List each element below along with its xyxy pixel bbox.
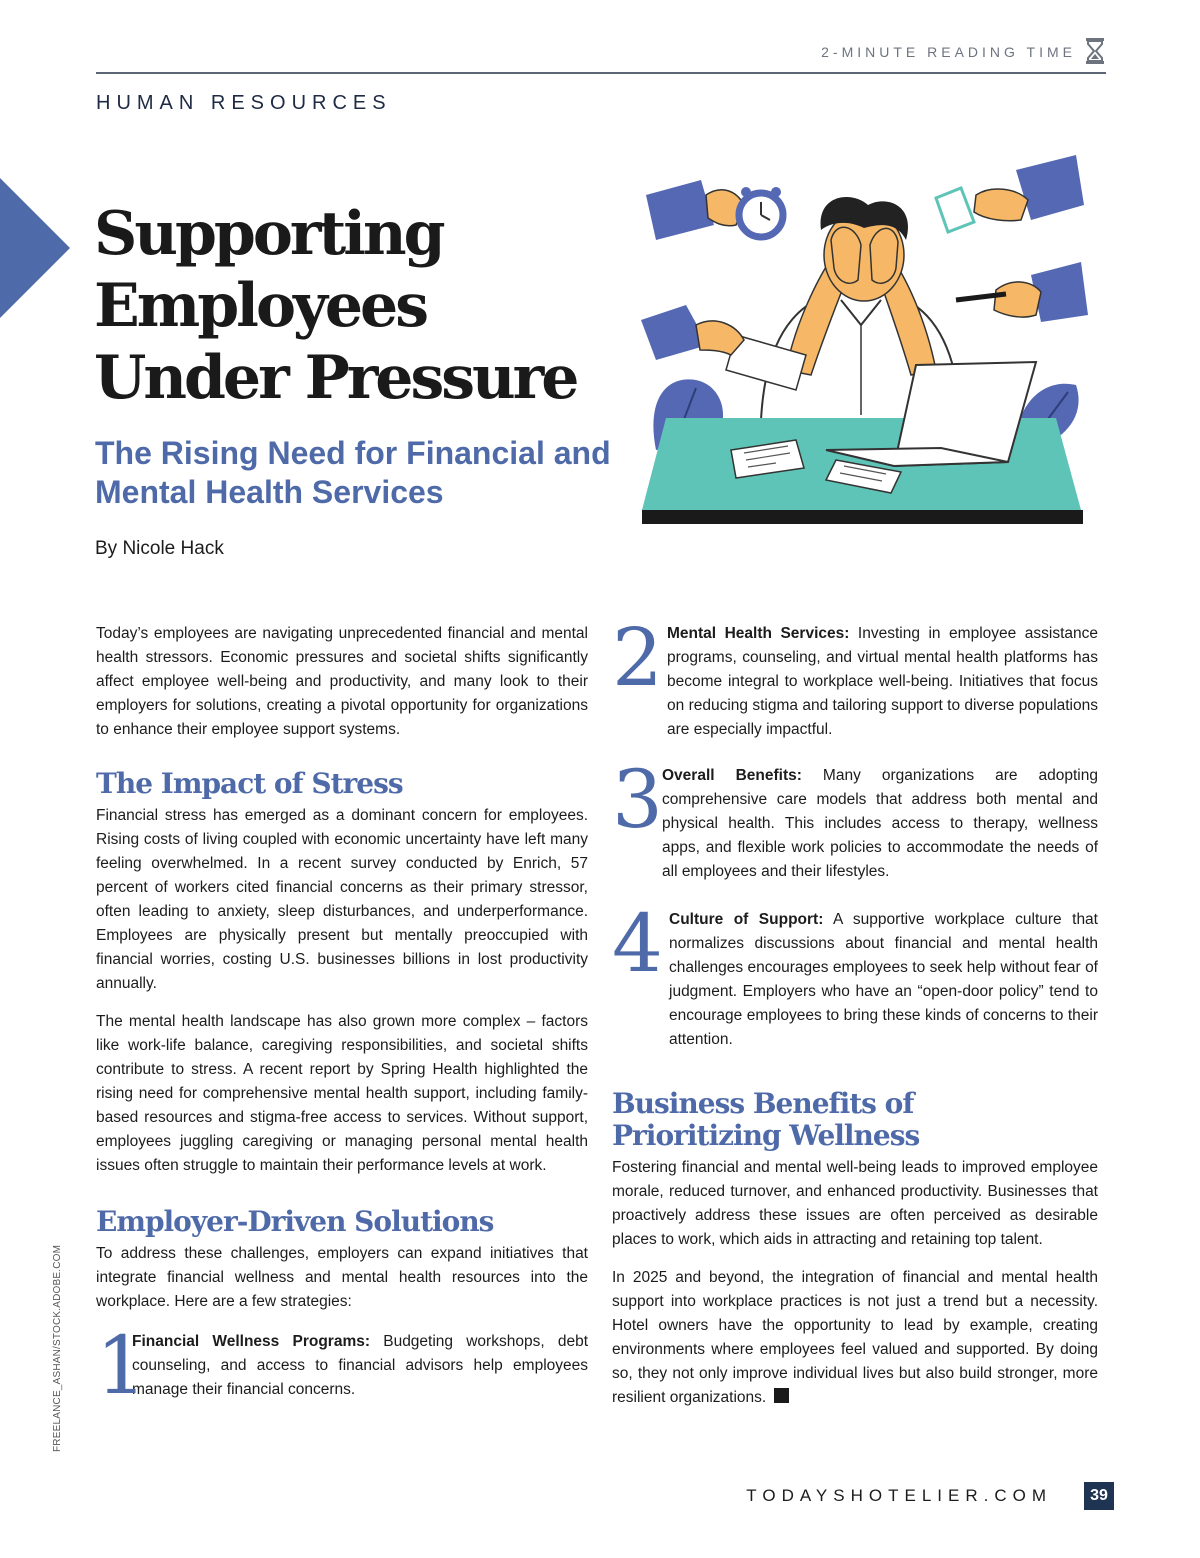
end-square-icon (774, 1388, 789, 1403)
strategy-title-4: Culture of Support: (669, 911, 824, 928)
strategy-title-1: Financial Wellness Programs: (132, 1333, 371, 1350)
stressed-employee-illustration (636, 150, 1088, 530)
business-paragraph-1: Fostering financial and mental well-being leads to improved employee morale, reduced turnover, and enhanced productivity. Businesses that proactively address these issues are often perceived as desirable places to work, which aids in attracting and retaining top talent. (612, 1159, 1098, 1248)
strategy-number-2: 2 (612, 611, 663, 704)
strategy-item-4 (612, 897, 1098, 1052)
header-rule (96, 72, 1106, 74)
byline: By Nicole Hack (95, 538, 224, 559)
strategy-item-1 (96, 1319, 589, 1412)
solutions-heading: Employer-Driven Solutions (96, 1205, 494, 1238)
article-subtitle: The Rising Need for Financial and Mental Health Services (95, 435, 611, 510)
intro-paragraph: Today’s employees are navigating unprecedented financial and mental health stressors. Economic pressures and societal shifts significantly affect employee well-being and productivity, and many look to their employers for solutions, creating a pivotal opportunity for organizations to enhance their employee support systems. (96, 625, 588, 738)
strategy-number-4: 4 (612, 897, 663, 990)
strategy-number-1: 1 (96, 1319, 147, 1412)
left-column (96, 622, 589, 1412)
business-paragraph-2: In 2025 and beyond, the integration of financial and mental health support into workplace practices is not just a trend but a necessity. Hotel owners have the opportunity to lead by example, creating environments where employees feel valued and supported. By doing so, they not only improve individual lives but also build stronger, more resilient organizations. (612, 1269, 1098, 1406)
strategy-number-3: 3 (612, 753, 663, 846)
strategy-title-3: Overall Benefits: (662, 767, 802, 784)
solutions-intro: To address these challenges, employers can expand initiatives that integrate financial wellness and mental health resources into the workplace. Here are a few strategies: (96, 1245, 588, 1310)
strategy-text-4: A supportive workplace culture that normalizes discussions about financial and mental health challenges encourages employees to seek help without fear of judgment. Employers who have an “open-door policy” tend to encourage employees to bring these kinds of concerns to their attention. (669, 911, 1098, 1048)
article-title: Supporting Employees Under Pressure (94, 199, 577, 413)
right-column (612, 611, 1098, 1424)
strategy-text-3: Many organizations are adopting comprehensive care models that address both mental and physical health. This includes access to therapy, wellness apps, and flexible work policies to accommodate the needs of all employees and their lifestyles. (662, 767, 1098, 880)
impact-heading: The Impact of Stress (96, 767, 403, 800)
image-credit: FREELANCE_ASHAN/STOCK.ADOBE.COM (52, 1244, 63, 1452)
impact-paragraph-1: Financial stress has emerged as a dominant concern for employees. Rising costs of living coupled with economic uncertainty have left many feeling overwhelmed. In a recent survey conducted by Enrich, 57 percent of workers cited financial concerns as their primary stressor, often leading to anxiety, sleep disturbances, and underperformance. Employees are physically present but mentally preoccupied with financial worries, costing U.S. businesses billions in lost productivity annually. (96, 807, 588, 992)
strategy-title-2: Mental Health Services: (667, 625, 850, 642)
strategy-text-2: Investing in employee assistance programs, counseling, and virtual mental health platforms has become integral to workplace well-being. Initiatives that focus on reducing stigma and tailoring support to diverse populations are especially impactful. (667, 625, 1098, 738)
business-heading: Business Benefits of Prioritizing Wellness (612, 1087, 920, 1152)
website-url: TODAYSHOTELIER.COM (746, 1486, 1052, 1505)
reading-time-label: 2-MINUTE READING TIME (821, 44, 1076, 60)
strategy-item-2 (612, 611, 1098, 742)
hourglass-icon (1085, 38, 1105, 64)
page-number: 39 (1084, 1482, 1114, 1510)
impact-paragraph-2: The mental health landscape has also grown more complex – factors like work-life balance, caregiving responsibilities, and societal shifts contribute to stress. A recent report by Spring Health highlighted the rising need for comprehensive mental health support, including family-based resources and stigma-free access to services. Without support, employees juggling caregiving or managing personal mental health issues often struggle to maintain their performance levels at work. (96, 1013, 588, 1174)
decorative-triangle (0, 178, 70, 318)
strategy-text-1: Budgeting workshops, debt counseling, and access to financial advisors help employees manage their financial concerns. (132, 1333, 589, 1398)
strategy-item-3 (612, 753, 1098, 884)
section-label: HUMAN RESOURCES (96, 92, 392, 114)
